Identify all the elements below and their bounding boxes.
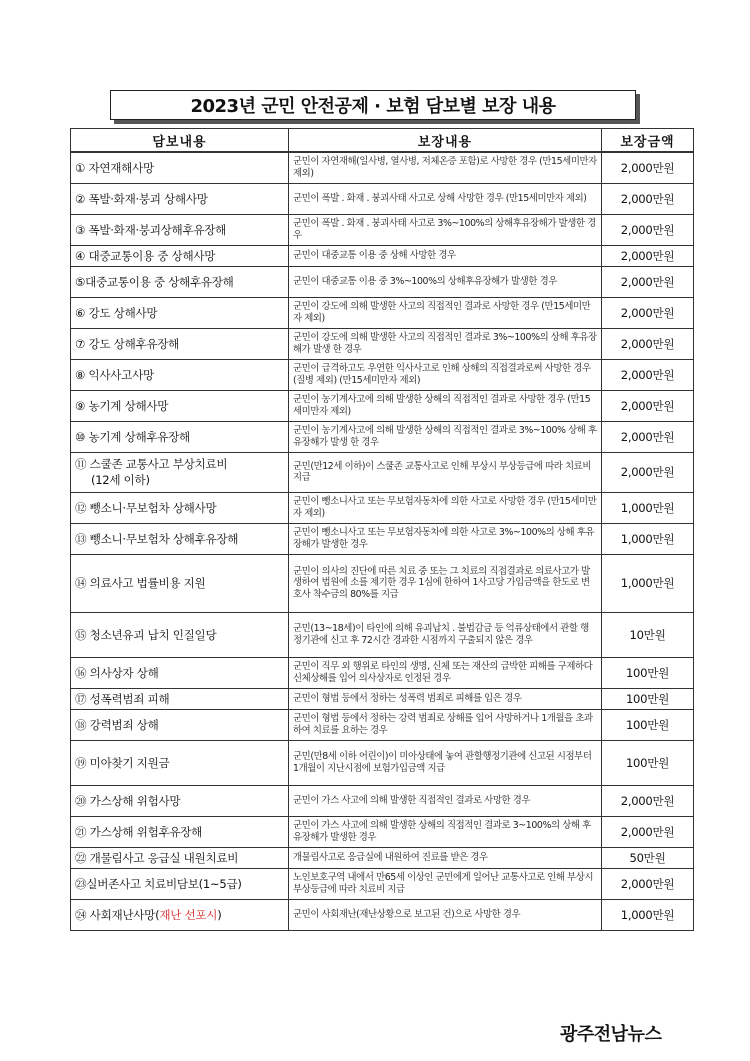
table-row xyxy=(71,816,694,847)
row-amount: 10만원 xyxy=(602,612,694,657)
row-name: ⑨ 농기계 상해사망 xyxy=(71,390,289,421)
row-amount: 2,000만원 xyxy=(602,152,694,183)
row-amount: 2,000만원 xyxy=(602,214,694,245)
row-desc: 노인보호구역 내에서 만65세 이상인 군민에게 일어난 교통사고로 인해 부상시 부상등급에 따라 치료비 지급 xyxy=(289,868,602,899)
table-row xyxy=(71,183,694,214)
row-name: ㉑ 가스상해 위험후유장해 xyxy=(71,816,289,847)
row-amount: 2,000만원 xyxy=(602,245,694,266)
table-row xyxy=(71,328,694,359)
row-amount: 1,000만원 xyxy=(602,492,694,523)
row-name xyxy=(71,452,289,492)
row-name: ⑯ 의사상자 상해 xyxy=(71,657,289,688)
row-name: ② 폭발·화재·붕괴 상해사망 xyxy=(71,183,289,214)
row-desc: 군민이 가스 사고에 의해 발생한 직접적인 결과로 사망한 경우 xyxy=(289,785,602,816)
table-row xyxy=(71,152,694,183)
row-desc: 군민이 강도에 의해 발생한 사고의 직접적인 결과로 3%~100%의 상해 후유장해가 발생 한 경우 xyxy=(289,328,602,359)
page-title: 2023년 군민 안전공제 · 보험 담보별 보장 내용 xyxy=(190,96,556,117)
table-row xyxy=(71,657,694,688)
row-desc: 군민이 농기계사고에 의해 발생한 상해의 직접적인 결과로 3%~100% 상해 후유장해가 발생 한 경우 xyxy=(289,421,602,452)
row-amount: 100만원 xyxy=(602,657,694,688)
row-desc: 군민(13~18세)이 타인에 의해 유괴납치 . 불법감금 등 억류상태에서 관할 행정기관에 신고 후 72시간 경과한 시점까지 구출되지 않은 경우 xyxy=(289,612,602,657)
row-desc: 군민이 가스 사고에 의해 발생한 상해의 직접적인 결과로 3~100%의 상해 후유장해가 발생한 경우 xyxy=(289,816,602,847)
row-name: ⑲ 미아찾기 지원금 xyxy=(71,740,289,785)
row-desc: 군민이 형법 등에서 정하는 강력 범죄로 상해를 입어 사망하거나 1개월을 초과하여 치료를 요하는 경우 xyxy=(289,709,602,740)
row-amount: 1,000만원 xyxy=(602,554,694,612)
row-amount: 2,000만원 xyxy=(602,785,694,816)
row-name: ① 자연재해사망 xyxy=(71,152,289,183)
row-name: ⑤대중교통이용 중 상해후유장해 xyxy=(71,266,289,297)
row-desc: 군민이 급격하고도 우연한 익사사고로 인해 상해의 직접결과로써 사망한 경우(질병 제외) (만15세미만자 제외) xyxy=(289,359,602,390)
row-name-tail: ) xyxy=(217,907,222,922)
row-desc: 군민이 자연재해(일사병, 열사병, 저체온증 포함)로 사망한 경우 (만15세미만자 제외) xyxy=(289,152,602,183)
row-amount: 2,000만원 xyxy=(602,816,694,847)
row-desc: 군민이 사회재난(재난상황으로 보고된 건)으로 사망한 경우 xyxy=(289,899,602,930)
row-name: ⑬ 뺑소니·무보험차 상해후유장해 xyxy=(71,523,289,554)
row-name-main: ㉔ 사회재난사망( xyxy=(75,907,160,922)
row-name: ⑱ 강력범죄 상해 xyxy=(71,709,289,740)
row-amount: 2,000만원 xyxy=(602,390,694,421)
row-name: ㉒ 개물림사고 응급실 내원치료비 xyxy=(71,847,289,868)
row-amount: 2,000만원 xyxy=(602,297,694,328)
table-row xyxy=(71,899,694,930)
row-name: ④ 대중교통이용 중 상해사망 xyxy=(71,245,289,266)
table-row xyxy=(71,709,694,740)
header-coverage-item: 담보내용 xyxy=(71,129,289,153)
row-amount: 100만원 xyxy=(602,740,694,785)
table-row xyxy=(71,266,694,297)
table-row xyxy=(71,785,694,816)
row-name: ⑳ 가스상해 위험사망 xyxy=(71,785,289,816)
row-desc: 군민이 강도에 의해 발생한 사고의 직접적인 결과로 사망한 경우 (만15세미만자 제외) xyxy=(289,297,602,328)
row-amount: 2,000만원 xyxy=(602,421,694,452)
table-row xyxy=(71,847,694,868)
row-amount: 2,000만원 xyxy=(602,328,694,359)
row-amount: 2,000만원 xyxy=(602,452,694,492)
row-desc: 군민이 대중교통 이용 중 3%~100%의 상해후유장해가 발생한 경우 xyxy=(289,266,602,297)
row-name: ⑭ 의료사고 법률비용 지원 xyxy=(71,554,289,612)
row-desc: 군민이 폭발 . 화재 . 붕괴사태 사고로 3%~100%의 상해후유장해가 발생한 경우 xyxy=(289,214,602,245)
row-name: ⑥ 강도 상해사망 xyxy=(71,297,289,328)
row-name: ⑩ 농기계 상해후유장해 xyxy=(71,421,289,452)
row-name: ㉓실버존사고 치료비담보(1~5급) xyxy=(71,868,289,899)
row-amount: 2,000만원 xyxy=(602,266,694,297)
row-name-line1: ⑪ 스쿨존 교통사고 부상치료비 xyxy=(75,457,228,471)
row-amount: 100만원 xyxy=(602,709,694,740)
row-name: ⑮ 청소년유괴 납치 인질일당 xyxy=(71,612,289,657)
row-desc: 군민(만8세 이하 어린이)이 미아상태에 놓여 관할행정기관에 신고된 시점부터 1개월이 지난시점에 보험가입금액 지급 xyxy=(289,740,602,785)
title-box xyxy=(110,90,636,120)
row-name: ⑦ 강도 상해후유장해 xyxy=(71,328,289,359)
row-name: ⑧ 익사사고사망 xyxy=(71,359,289,390)
row-amount: 50만원 xyxy=(602,847,694,868)
table-row xyxy=(71,523,694,554)
table-row xyxy=(71,612,694,657)
row-amount: 2,000만원 xyxy=(602,183,694,214)
table-row xyxy=(71,868,694,899)
row-desc: 개물림사고로 응급실에 내원하여 진료를 받은 경우 xyxy=(289,847,602,868)
table-row xyxy=(71,297,694,328)
table-header-row xyxy=(71,129,694,153)
disaster-declaration-note: 재난 선포시 xyxy=(159,907,218,922)
table-row xyxy=(71,492,694,523)
row-name xyxy=(71,899,289,930)
row-name-line2: (12세 이하) xyxy=(91,473,150,487)
row-name: ⑰ 성폭력범죄 피해 xyxy=(71,688,289,709)
table-row xyxy=(71,688,694,709)
table-row xyxy=(71,554,694,612)
news-logo: 광주전남뉴스 xyxy=(560,1024,662,1045)
row-name: ⑫ 뺑소니·무보험차 상해사망 xyxy=(71,492,289,523)
table-row xyxy=(71,390,694,421)
row-desc: 군민이 폭발 . 화재 . 붕괴사태 사고로 상해 사망한 경우 (만15세미만자 제외) xyxy=(289,183,602,214)
row-desc: 군민(만12세 이하)이 스쿨존 교통사고로 인해 부상시 부상등급에 따라 치료비 지급 xyxy=(289,452,602,492)
table-row xyxy=(71,359,694,390)
row-amount: 100만원 xyxy=(602,688,694,709)
table-row xyxy=(71,452,694,492)
row-desc: 군민이 대중교통 이용 중 상해 사망한 경우 xyxy=(289,245,602,266)
row-desc: 군민이 의사의 진단에 따른 치료 중 또는 그 치료의 직접결과로 의료사고가 발생하여 법원에 소를 제기한 경우 1심에 한하여 1사고당 가입금액을 한도로 변호사 착수금의 80%를 지급 xyxy=(289,554,602,612)
header-coverage-detail: 보장내용 xyxy=(289,129,602,153)
row-amount: 1,000만원 xyxy=(602,899,694,930)
row-amount: 2,000만원 xyxy=(602,868,694,899)
coverage-table xyxy=(70,128,694,931)
table-row xyxy=(71,245,694,266)
row-desc: 군민이 형법 등에서 정하는 성폭력 범죄로 피해를 입은 경우 xyxy=(289,688,602,709)
row-desc: 군민이 뺑소니사고 또는 무보험자동차에 의한 사고로 3%~100%의 상해 후유장해가 발생한 경우 xyxy=(289,523,602,554)
row-desc: 군민이 뺑소니사고 또는 무보험자동차에 의한 사고로 사망한 경우 (만15세미만자 제외) xyxy=(289,492,602,523)
row-desc: 군민이 직무 외 행위로 타인의 생명, 신체 또는 재산의 급박한 피해를 구제하다 신체상해를 입어 의사상자로 인정된 경우 xyxy=(289,657,602,688)
row-amount: 2,000만원 xyxy=(602,359,694,390)
table-row xyxy=(71,214,694,245)
row-name: ③ 폭발·화재·붕괴상해후유장해 xyxy=(71,214,289,245)
row-amount: 1,000만원 xyxy=(602,523,694,554)
row-desc: 군민이 농기계사고에 의해 발생한 상해의 직접적인 결과로 사망한 경우 (만15세미만자 제외) xyxy=(289,390,602,421)
header-coverage-amount: 보장금액 xyxy=(602,129,694,153)
table-row xyxy=(71,740,694,785)
table-row xyxy=(71,421,694,452)
